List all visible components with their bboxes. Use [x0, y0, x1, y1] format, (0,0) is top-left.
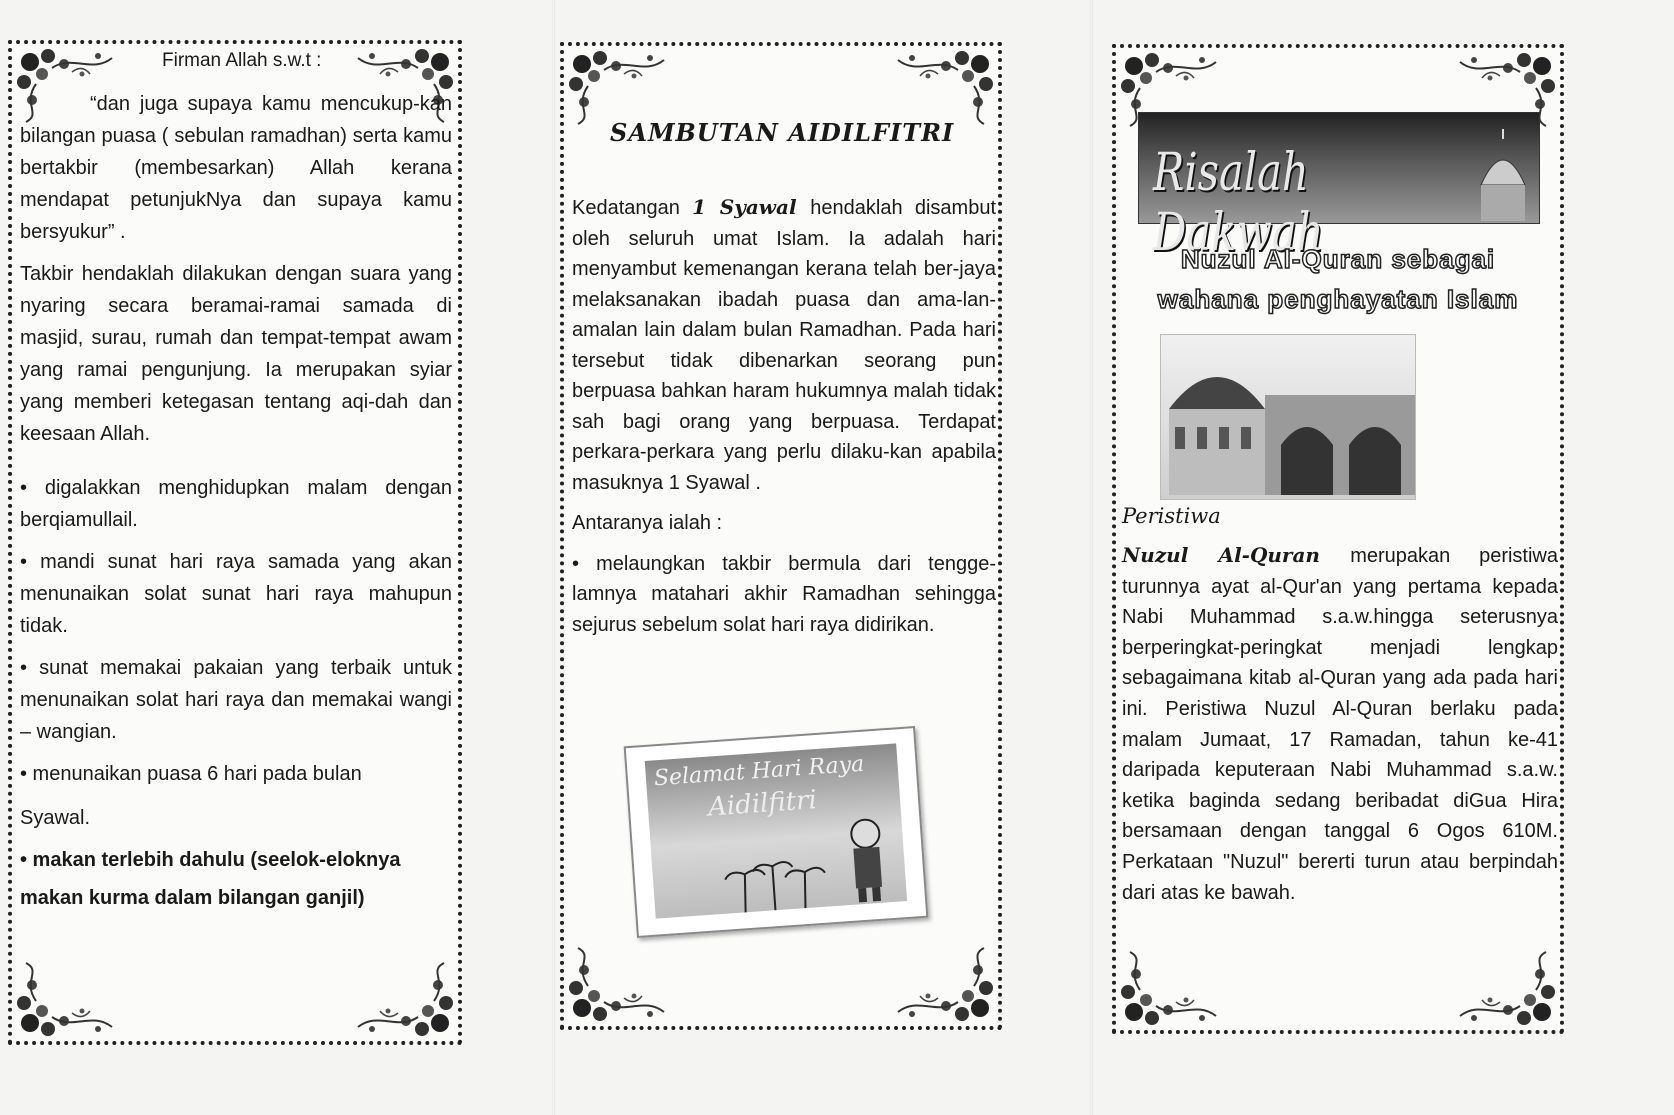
- mosque-photo: [1160, 334, 1416, 500]
- floral-corner-icon: [878, 46, 998, 126]
- floral-corner-icon: [338, 961, 458, 1041]
- right-panel: [1112, 44, 1564, 1034]
- list-item: • mandi sunat hari raya samada yang akan menunaikan solat sunat hari raya mahupun tidak.: [20, 551, 452, 637]
- floral-corner-icon: [564, 946, 684, 1026]
- peristiwa-label: Peristiwa: [1122, 504, 1221, 528]
- quran-quote: “dan juga supaya kamu mencukup-kan bilangan puasa ( sebulan ramadhan) serta kamu bertakbir (membesarkan) Allah kerana mendapat petunjukNya dan supaya kamu bersyukur” .: [20, 93, 452, 243]
- palm-trees-icon: [721, 838, 836, 916]
- mosque-icon: [1161, 335, 1415, 499]
- floral-corner-icon: [1116, 950, 1236, 1030]
- card-greeting: Aidilfitri: [707, 785, 818, 823]
- banner-title: Risalah Dakwah: [1153, 143, 1324, 263]
- left-panel: [8, 40, 462, 1045]
- card-greeting: Selamat Hari Raya: [653, 751, 865, 792]
- cartoon-character-icon: [839, 814, 895, 905]
- mosque-dome-icon: [1473, 125, 1533, 221]
- subtitle: wahana penghayatan Islam: [1157, 284, 1519, 314]
- sambutan-paragraph: Kedatangan 1 Syawal hendaklah disambut oleh seluruh umat Islam. Ia adalah hari menyambut kemenangan kerana telah ber-jaya melaksanakan ibadah puasa dan ama-lan-amalan lain dalam bulan Ramadhan. Pada hari tersebut tidak dibenarkan seorang pun berpuasa bahkan haram hukumnya malah tidak sah bagi orang yang berpuasa. Terdapat perkara-perkara yang perlu dilaku-kan apabila masuknya 1 Syawal .: [572, 195, 997, 494]
- list-item: • makan terlebih dahulu (seelok-eloknya: [20, 849, 401, 871]
- antaranya-label: Antaranya ialah :: [572, 512, 723, 534]
- list-item: makan kurma dalam bilangan ganjil): [20, 887, 365, 909]
- floral-corner-icon: [1440, 950, 1560, 1030]
- middle-panel: [560, 42, 1002, 1030]
- list-item: • sunat memakai pakaian yang terbaik untuk menunaikan solat hari raya dan memakai wangi – wangian.: [20, 657, 452, 743]
- greeting-card-image: [624, 726, 929, 938]
- firman-heading: Firman Allah s.w.t :: [162, 50, 322, 71]
- floral-corner-icon: [564, 46, 684, 126]
- list-item: • menunaikan puasa 6 hari pada bulan: [20, 763, 362, 785]
- nuzul-paragraph: Nuzul Al-Quran merupakan peristiwa turunnya ayat al-Qur'an yang pertama kepada Nabi Muhammad s.a.w.hingga seterusnya berperingkat-peringkat menjadi lengkap sebagaimana kitab al-Quran yang ada pada hari ini. Peristiwa Nuzul Al-Quran berlaku pada malam Jumaat, 17 Ramadan, tahun ke-41 daripada keputeraan Nabi Muhammad s.a.w. ketika baginda sedang beribadat diGua Hira bersamaan dengan tanggal 6 Ogos 610M. Perkataan "Nuzul" bererti turun atau berpindah dari atas ke bawah.: [1122, 543, 1558, 904]
- list-item: • melaungkan takbir bermula dari tengge-lamnya matahari akhir Ramadhan sehingga sejurus sebelum solat hari raya didirikan.: [572, 552, 996, 636]
- takbir-paragraph: Takbir hendaklah dilakukan dengan suara yang nyaring secara beramai-ramai samada di masjid, surau, rumah dan tempat-tempat awam yang ramai pengunjung. Ia merupakan syiar yang memberi ketegasan tentang aqi-dah dan keesaan Allah.: [20, 263, 452, 445]
- page-title: SAMBUTAN AIDILFITRI: [610, 118, 955, 147]
- list-item: Syawal.: [20, 807, 91, 829]
- subtitle: Nuzul Al-Quran sebagai: [1180, 244, 1496, 274]
- floral-corner-icon: [12, 961, 132, 1041]
- list-item: • digalakkan menghidupkan malam dengan berqiamullail.: [20, 477, 452, 531]
- floral-corner-icon: [878, 946, 998, 1026]
